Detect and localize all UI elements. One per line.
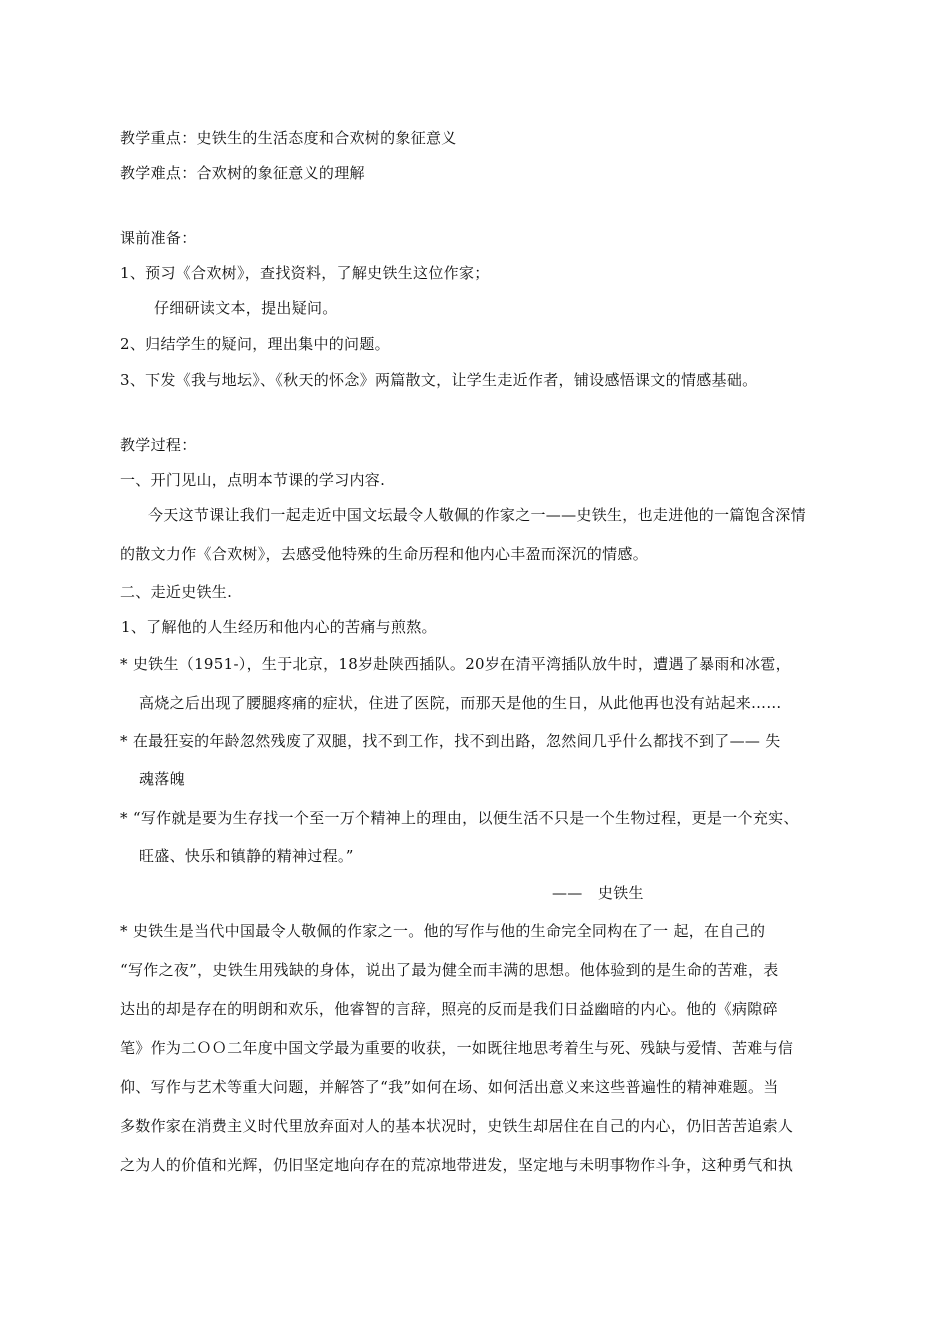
process-heading: 教学过程：: [120, 436, 197, 454]
bullet-4-line-1: * 史铁生是当代中国最令人敬佩的作家之一。他的写作与他的生命完全同构在了一 起，在自己的: [120, 922, 766, 940]
bullet-4-line-4: 笔》作为二ＯＯ二年度中国文学最为重要的收获，一如既往地思考着生与死、残缺与爱情、苦难与信: [120, 1039, 794, 1057]
prep-item-1-sub: 仔细研读文本，提出疑问。: [154, 299, 338, 317]
quote-signature: —— 史铁生: [552, 884, 644, 902]
section-2-item-1: 1、了解他的人生经历和他内心的苦痛与煎熬。: [121, 618, 437, 636]
teaching-focus: 教学重点：史铁生的生活态度和合欢树的象征意义: [120, 129, 457, 147]
teaching-difficulty: 教学难点：合欢树的象征意义的理解: [120, 164, 365, 182]
bullet-1-line-1: * 史铁生（1951-），生于北京，18岁赴陕西插队。20岁在清平湾插队放牛时，遭遇了暴雨和冰雹，: [120, 655, 791, 673]
bullet-1-line-2: 高烧之后出现了腰腿疼痛的症状，住进了医院，而那天是他的生日，从此他再也没有站起来……: [139, 694, 782, 712]
prep-item-3: 3、下发《我与地坛》、《秋天的怀念》两篇散文，让学生走近作者，铺设感悟课文的情感基础。: [120, 371, 758, 389]
prep-heading: 课前准备：: [120, 229, 197, 247]
bullet-4-line-6: 多数作家在消费主义时代里放弃面对人的基本状况时，史铁生却居住在自己的内心，仍旧苦苦追索人: [120, 1117, 794, 1135]
bullet-3-line-2: 旺盛、快乐和镇静的精神过程。”: [139, 847, 354, 865]
bullet-3-line-1: * “写作就是要为生存找一个至一万个精神上的理由，以便生活不只是一个生物过程，更是一个充实、: [120, 809, 799, 827]
bullet-2-line-2: 魂落魄: [139, 770, 185, 788]
prep-item-2: 2、归结学生的疑问，理出集中的问题。: [120, 335, 390, 353]
bullet-2-line-1: * 在最狂妄的年龄忽然残废了双腿，找不到工作，找不到出路，忽然间几乎什么都找不到了—— 失: [120, 732, 781, 750]
bullet-4-line-7: 之为人的价值和光辉，仍旧坚定地向存在的荒凉地带进发，坚定地与未明事物作斗争，这种勇气和执: [120, 1156, 794, 1174]
bullet-4-line-2: “写作之夜”，史铁生用残缺的身体，说出了最为健全而丰满的思想。他体验到的是生命的苦难，表: [120, 961, 779, 979]
bullet-4-line-5: 仰、写作与艺术等重大问题，并解答了“我”如何在场、如何活出意义来这些普遍性的精神难题。当: [120, 1078, 779, 1096]
section-1-paragraph-line-1: 今天这节课让我们一起走近中国文坛最令人敬佩的作家之一——史铁生，也走进他的一篇饱含深情: [148, 506, 806, 524]
section-1-heading: 一、开门见山，点明本节课的学习内容.: [120, 471, 386, 489]
section-2-heading: 二、走近史铁生.: [120, 583, 233, 601]
section-1-paragraph-line-2: 的散文力作《合欢树》，去感受他特殊的生命历程和他内心丰盈而深沉的情感。: [120, 545, 649, 563]
bullet-4-line-3: 达出的却是存在的明朗和欢乐，他睿智的言辞，照亮的反而是我们日益幽暗的内心。他的《病隙碎: [120, 1000, 778, 1018]
prep-item-1: 1、预习《合欢树》，查找资料，了解史铁生这位作家；: [120, 264, 490, 282]
